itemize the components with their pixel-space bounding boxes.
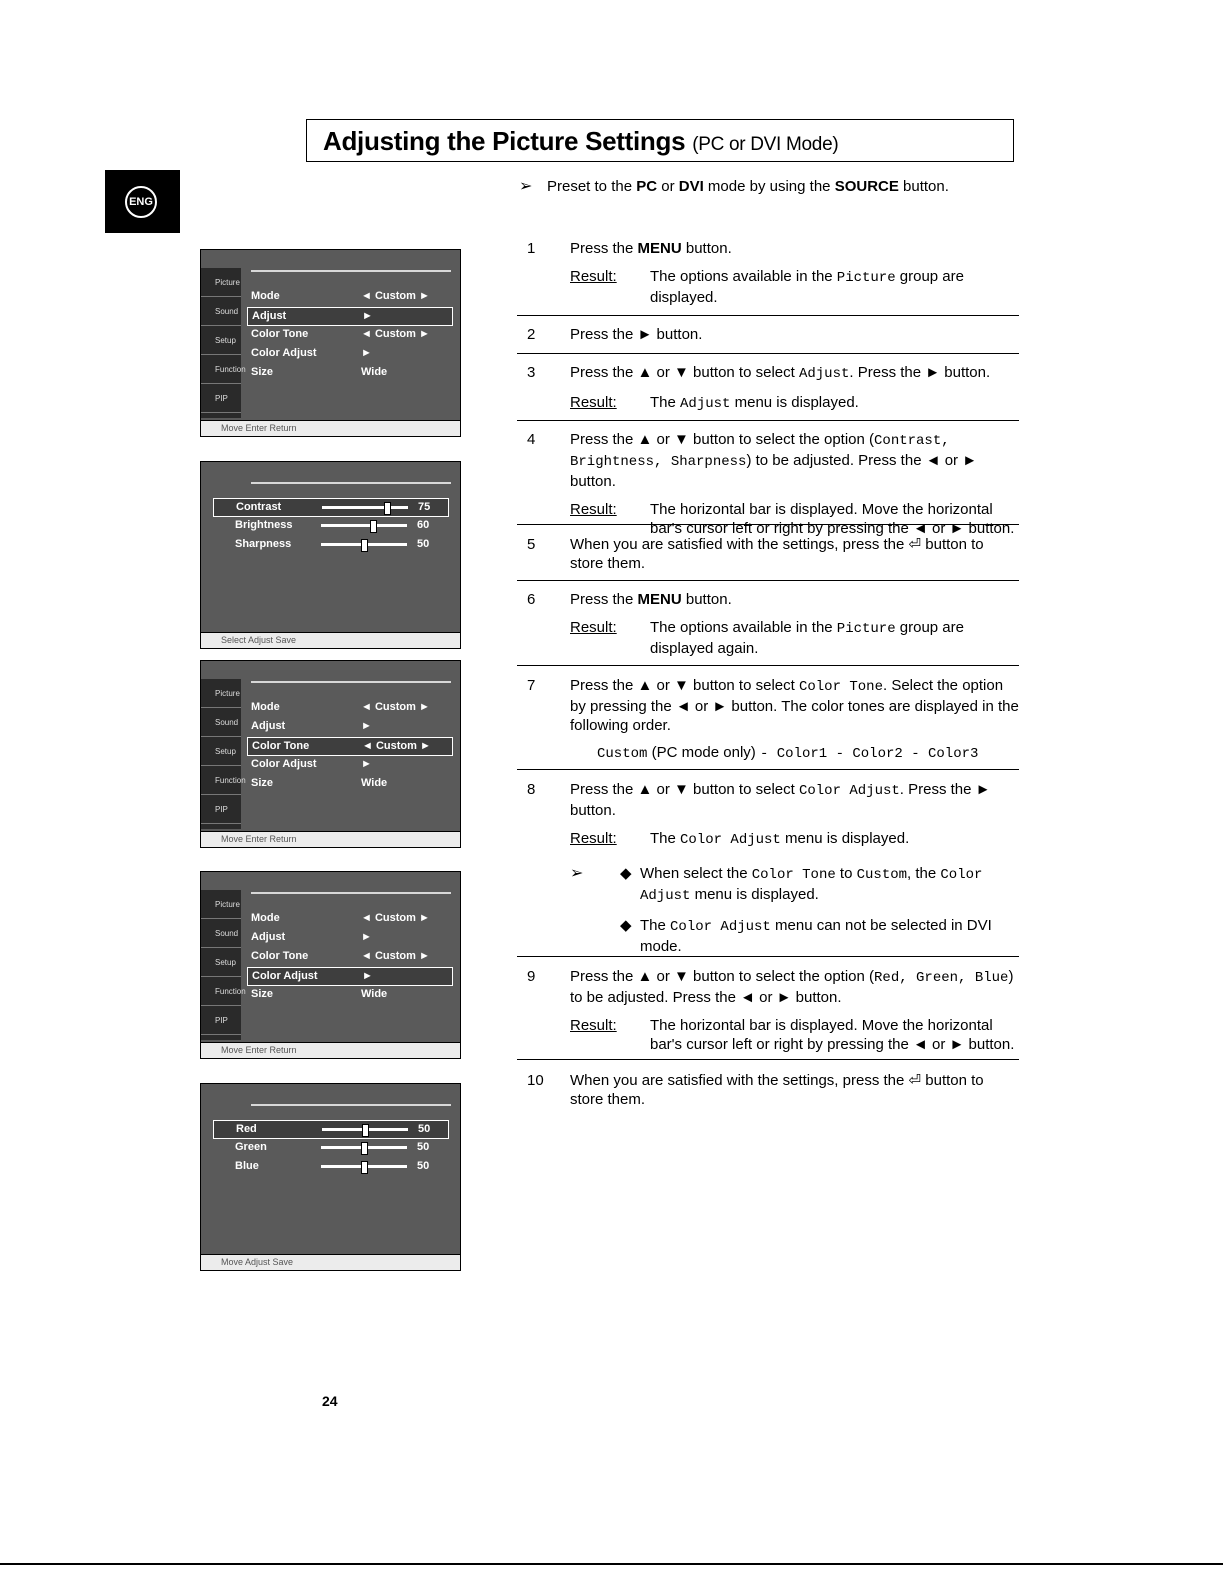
step-text-mono: Contrast, Brightness, Sharpness bbox=[570, 433, 950, 470]
tv-menu-label: Adjust bbox=[252, 310, 287, 322]
tv-help-bar: Move Adjust Save bbox=[201, 1254, 460, 1270]
tv-menu bbox=[247, 699, 453, 794]
result-label: Result: bbox=[570, 619, 617, 636]
step-6 bbox=[527, 590, 1019, 658]
tv-sidebar-item: Picture bbox=[201, 268, 241, 297]
tv-menu-row bbox=[247, 737, 453, 756]
tv-help-bar: Move Enter Return bbox=[201, 831, 460, 847]
tv-slider-label: Green bbox=[235, 1141, 267, 1153]
step-result bbox=[570, 500, 1019, 538]
step-text-mono: Color Tone bbox=[798, 679, 883, 695]
tv-sidebar-item: Function bbox=[201, 766, 241, 795]
diamond-bullet-icon: ◆ bbox=[620, 917, 632, 934]
tv-slider-track bbox=[321, 524, 407, 527]
step-number: 7 bbox=[527, 677, 536, 694]
step-number: 6 bbox=[527, 591, 536, 608]
step-8 bbox=[527, 780, 1019, 966]
step-text-pre: When you are satisfied with the settings, press the bbox=[570, 1072, 909, 1089]
note-mono: Color Adjust bbox=[640, 867, 983, 904]
tv-slider-track bbox=[321, 543, 407, 546]
tv-slider-value: 60 bbox=[417, 519, 430, 531]
tv-slider-track bbox=[321, 1165, 407, 1168]
step-text-mono: Adjust bbox=[798, 366, 850, 382]
step-10 bbox=[527, 1071, 1019, 1109]
tv-menu-value: ◄ Custom ► bbox=[361, 290, 430, 302]
tv-menu-label: Color Tone bbox=[252, 740, 310, 752]
tv-menu-value: ◄ Custom ► bbox=[362, 740, 431, 752]
note-text-pre: The bbox=[640, 917, 671, 934]
result-label: Result: bbox=[570, 501, 617, 518]
step-text bbox=[570, 967, 1019, 1007]
step-text-pre: Press the ▲ or ▼ button to select bbox=[570, 677, 799, 694]
step-text-post: . Press the ► button. bbox=[570, 781, 991, 819]
tv-menu-row bbox=[247, 364, 453, 383]
tv-slider-row bbox=[213, 517, 449, 536]
tv-sidebar-item: Sound bbox=[201, 297, 241, 326]
tv-menu-row bbox=[247, 948, 453, 967]
note-arrow-icon: ➢ bbox=[570, 865, 584, 882]
tv-menu-label: Adjust bbox=[251, 720, 286, 732]
step-1 bbox=[527, 239, 1019, 307]
tv-menu-value: ► bbox=[361, 931, 372, 943]
note-text-mid: , the bbox=[907, 865, 941, 882]
tv-sidebar-item: Function bbox=[201, 355, 241, 384]
step-text-post: button to store them. bbox=[570, 536, 984, 572]
tv-menu-label: Color Adjust bbox=[251, 347, 317, 359]
tv-sidebar-item: PIP bbox=[201, 384, 241, 413]
tv-menu-value: ► bbox=[361, 720, 372, 732]
tv-menu-value: Wide bbox=[361, 988, 388, 1000]
tv-menu-row bbox=[247, 699, 453, 718]
result-text-post: group are displayed. bbox=[650, 268, 964, 306]
tv-slider-knob bbox=[361, 1161, 368, 1174]
note-text-post: menu can not be selected in DVI mode. bbox=[640, 917, 992, 955]
tv-slider-label: Blue bbox=[235, 1160, 259, 1172]
result-text-pre: The bbox=[650, 394, 681, 411]
tv-slider-label: Brightness bbox=[235, 519, 293, 531]
tv-menu-label: Mode bbox=[251, 912, 280, 924]
tv-screen-adjust bbox=[200, 461, 461, 649]
tv-slider-knob bbox=[361, 539, 368, 552]
footer-rule bbox=[0, 1563, 1223, 1565]
step-number: 1 bbox=[527, 240, 536, 257]
step-number: 2 bbox=[527, 326, 536, 343]
tv-menu-value: ◄ Custom ► bbox=[361, 950, 430, 962]
note-text-pre: When select the bbox=[640, 865, 752, 882]
preset-source: SOURCE bbox=[834, 178, 899, 195]
tv-screen-color-tone bbox=[200, 660, 461, 848]
step-text bbox=[570, 780, 1019, 820]
divider bbox=[517, 524, 1019, 525]
step-text-pre: Press the ▲ or ▼ button to select bbox=[570, 781, 799, 798]
tv-menu-value: ► bbox=[361, 758, 372, 770]
divider bbox=[517, 353, 1019, 354]
tv-menu-row bbox=[247, 986, 453, 1005]
tv-slider-row bbox=[213, 1120, 449, 1139]
tv-screen-color-adjust-menu bbox=[200, 871, 461, 1059]
step-result bbox=[570, 618, 1019, 658]
step-text-post: . Press the ► button. bbox=[849, 364, 991, 381]
tv-sidebar-item: Sound bbox=[201, 708, 241, 737]
step-text-pre: Press the bbox=[570, 591, 638, 608]
preset-text-mid: mode by using the bbox=[703, 178, 835, 195]
sequence-custom: Custom bbox=[597, 746, 648, 762]
tv-slider-value: 50 bbox=[418, 1123, 431, 1135]
step-result bbox=[570, 1016, 1019, 1054]
enter-icon: ⏎ bbox=[908, 536, 922, 553]
result-text: The horizontal bar is displayed. Move the horizontal bar's cursor left or right by pressing the ◄ or ► button. bbox=[650, 501, 1015, 537]
color-tone-sequence bbox=[597, 743, 1019, 764]
step-text-post: ) to be adjusted. Press the ◄ or ► button. bbox=[570, 968, 1014, 1006]
note-arrow-icon: ➢ bbox=[519, 178, 533, 195]
tv-slider-knob bbox=[384, 502, 391, 515]
step-number: 3 bbox=[527, 364, 536, 381]
step-text: Press the ► button. bbox=[570, 326, 703, 343]
tv-slider-track bbox=[322, 1128, 408, 1131]
step-text-pre: Press the bbox=[570, 240, 638, 257]
divider bbox=[517, 665, 1019, 666]
language-badge: ENG bbox=[125, 186, 157, 218]
step-result bbox=[570, 393, 1019, 414]
result-label: Result: bbox=[570, 830, 617, 847]
result-text-post: menu is displayed. bbox=[780, 830, 910, 847]
tv-help-bar: Move Enter Return bbox=[201, 420, 460, 436]
tv-menu-row bbox=[247, 288, 453, 307]
tv-menu-row bbox=[247, 345, 453, 364]
page-title-text: Adjusting the Picture Settings bbox=[323, 126, 686, 156]
step-text-pre: Press the ▲ or ▼ button to select the option ( bbox=[570, 968, 875, 985]
tv-menu-label: Size bbox=[251, 988, 274, 1000]
step-notes bbox=[570, 864, 1019, 956]
tv-menu-label: Color Adjust bbox=[251, 758, 317, 770]
tv-slider-track bbox=[321, 1146, 407, 1149]
tv-slider-knob bbox=[370, 520, 377, 533]
step-number: 9 bbox=[527, 968, 536, 985]
step-text-post: button. bbox=[681, 591, 732, 608]
step-text-mono: Red, Green, Blue bbox=[874, 970, 1009, 986]
tv-menu-label: Color Tone bbox=[251, 328, 309, 340]
step-text bbox=[570, 239, 1019, 258]
tv-menu-label: Mode bbox=[251, 701, 280, 713]
tv-slider-label: Sharpness bbox=[235, 538, 292, 550]
step-4 bbox=[527, 430, 1019, 538]
step-text-pre: When you are satisfied with the settings, press the bbox=[570, 536, 909, 553]
tv-sidebar-item: Setup bbox=[201, 737, 241, 766]
tv-sidebar-item: Function bbox=[201, 977, 241, 1006]
tv-slider-knob bbox=[361, 1142, 368, 1155]
preset-text-end: button. bbox=[898, 178, 949, 195]
preset-note bbox=[519, 176, 949, 196]
tv-menu-row bbox=[247, 307, 453, 326]
tv-slider-value: 75 bbox=[418, 501, 431, 513]
step-text-pre: Press the ▲ or ▼ button to select the option ( bbox=[570, 431, 875, 448]
tv-menu-value: Wide bbox=[361, 366, 388, 378]
sequence-pc-only: (PC mode only) bbox=[647, 744, 760, 761]
tv-menu-row bbox=[247, 910, 453, 929]
note-item bbox=[620, 864, 1019, 906]
step-text bbox=[570, 590, 1019, 609]
step-text-post: . Select the option by pressing the ◄ or ► button. The color tones are displayed in the following order. bbox=[570, 677, 1019, 734]
step-5 bbox=[527, 535, 1019, 573]
tv-sidebar bbox=[201, 268, 246, 418]
page-number: 24 bbox=[322, 1393, 338, 1409]
tv-help-bar: Move Enter Return bbox=[201, 1042, 460, 1058]
tv-menu-value: ► bbox=[362, 310, 373, 322]
tv-sidebar-item: PIP bbox=[201, 1006, 241, 1035]
divider bbox=[517, 315, 1019, 316]
divider bbox=[517, 1059, 1019, 1060]
tv-slider-row bbox=[213, 498, 449, 517]
result-text-pre: The bbox=[650, 830, 681, 847]
tv-title-bar bbox=[251, 667, 451, 683]
tv-title-bar bbox=[251, 878, 451, 894]
step-7 bbox=[527, 676, 1019, 764]
tv-sidebar-item: Setup bbox=[201, 948, 241, 977]
step-number: 5 bbox=[527, 536, 536, 553]
tv-menu-value: ► bbox=[362, 970, 373, 982]
tv-menu-label: Color Tone bbox=[251, 950, 309, 962]
tv-slider-menu bbox=[213, 1120, 449, 1177]
tv-menu-value: ◄ Custom ► bbox=[361, 328, 430, 340]
divider bbox=[517, 769, 1019, 770]
title-box bbox=[306, 119, 1014, 162]
tv-slider-label: Red bbox=[236, 1123, 257, 1135]
step-result bbox=[570, 267, 1019, 307]
page-title bbox=[323, 126, 838, 157]
tv-menu-label: Adjust bbox=[251, 931, 286, 943]
result-label: Result: bbox=[570, 268, 617, 285]
tv-slider-value: 50 bbox=[417, 1141, 430, 1153]
result-text-post: group are displayed again. bbox=[650, 619, 964, 657]
result-text-mono: Picture bbox=[836, 621, 896, 637]
step-text-post: ) to be adjusted. Press the ◄ or ► button. bbox=[570, 452, 978, 490]
result-text-pre: The options available in the bbox=[650, 619, 837, 636]
step-result bbox=[570, 829, 1019, 850]
preset-or: or bbox=[657, 178, 679, 195]
result-label: Result: bbox=[570, 394, 617, 411]
preset-dvi: DVI bbox=[678, 178, 704, 195]
tv-slider-menu bbox=[213, 498, 449, 555]
tv-slider-row bbox=[213, 1139, 449, 1158]
tv-menu-row bbox=[247, 775, 453, 794]
note-mono: Color Adjust bbox=[670, 919, 771, 935]
tv-sidebar-item: Sound bbox=[201, 919, 241, 948]
tv-menu-row bbox=[247, 756, 453, 775]
tv-sidebar-item: Picture bbox=[201, 679, 241, 708]
tv-title-bar bbox=[251, 1090, 451, 1106]
step-9 bbox=[527, 967, 1019, 1054]
tv-slider-label: Contrast bbox=[236, 501, 282, 513]
step-text-post: button to store them. bbox=[570, 1072, 984, 1108]
tv-slider-track bbox=[322, 506, 408, 509]
tv-menu-value: ◄ Custom ► bbox=[361, 912, 430, 924]
divider bbox=[517, 956, 1019, 957]
tv-slider-knob bbox=[362, 1124, 369, 1137]
step-text-mono: Color Adjust bbox=[798, 783, 900, 799]
tv-menu-label: Size bbox=[251, 777, 274, 789]
tv-menu-row bbox=[247, 967, 453, 986]
language-tab bbox=[105, 170, 180, 233]
tv-menu bbox=[247, 910, 453, 1005]
tv-title-bar bbox=[251, 256, 451, 272]
tv-screen-picture-menu bbox=[200, 249, 461, 437]
tv-menu-label: Color Adjust bbox=[252, 970, 318, 982]
tv-sidebar bbox=[201, 890, 246, 1040]
tv-slider-row bbox=[213, 1158, 449, 1177]
tv-slider-row bbox=[213, 536, 449, 555]
divider bbox=[517, 420, 1019, 421]
divider bbox=[517, 580, 1019, 581]
tv-screen-color-adjust bbox=[200, 1083, 461, 1271]
tv-slider-value: 50 bbox=[417, 1160, 430, 1172]
result-text-mono: Color Adjust bbox=[680, 832, 781, 848]
step-text-post: button. bbox=[681, 240, 732, 257]
tv-menu-value: ◄ Custom ► bbox=[361, 701, 430, 713]
tv-menu-value: Wide bbox=[361, 777, 388, 789]
tv-menu bbox=[247, 288, 453, 383]
step-text-bold: MENU bbox=[637, 240, 682, 257]
note-text-post: menu is displayed. bbox=[690, 886, 819, 903]
tv-sidebar-item: Setup bbox=[201, 326, 241, 355]
result-text-pre: The options available in the bbox=[650, 268, 837, 285]
preset-text: Preset to the bbox=[547, 178, 637, 195]
result-text-mono: Picture bbox=[836, 270, 896, 286]
tv-sidebar-item: PIP bbox=[201, 795, 241, 824]
tv-menu-label: Mode bbox=[251, 290, 280, 302]
diamond-bullet-icon: ◆ bbox=[620, 865, 632, 882]
tv-menu-row bbox=[247, 326, 453, 345]
note-item bbox=[620, 916, 1019, 956]
step-2 bbox=[527, 325, 1019, 344]
note-text-mid: to bbox=[835, 865, 857, 882]
tv-sidebar bbox=[201, 679, 246, 829]
step-text-bold: MENU bbox=[637, 591, 682, 608]
result-text: The horizontal bar is displayed. Move the horizontal bar's cursor left or right by pressing the ◄ or ► button. bbox=[650, 1017, 1015, 1053]
result-text-post: menu is displayed. bbox=[730, 394, 859, 411]
tv-menu-row bbox=[247, 718, 453, 737]
step-text bbox=[570, 676, 1019, 735]
step-text bbox=[570, 363, 1019, 384]
tv-help-bar: Select Adjust Save bbox=[201, 632, 460, 648]
tv-slider-value: 50 bbox=[417, 538, 430, 550]
result-text-mono: Adjust bbox=[680, 396, 731, 412]
tv-title-bar bbox=[251, 468, 451, 484]
step-number: 10 bbox=[527, 1072, 544, 1089]
result-label: Result: bbox=[570, 1017, 617, 1034]
step-text-pre: Press the ▲ or ▼ button to select bbox=[570, 364, 799, 381]
step-number: 4 bbox=[527, 431, 536, 448]
tv-menu-label: Size bbox=[251, 366, 274, 378]
tv-menu-value: ► bbox=[361, 347, 372, 359]
preset-pc: PC bbox=[636, 178, 658, 195]
step-text bbox=[570, 430, 1019, 491]
note-mono: Color Tone bbox=[751, 867, 836, 883]
step-number: 8 bbox=[527, 781, 536, 798]
enter-icon: ⏎ bbox=[908, 1072, 922, 1089]
page-subtitle: (PC or DVI Mode) bbox=[692, 134, 839, 155]
tv-sidebar-item: Picture bbox=[201, 890, 241, 919]
tv-menu-row bbox=[247, 929, 453, 948]
sequence-rest: - Color1 - Color2 - Color3 bbox=[759, 746, 979, 762]
note-mono: Custom bbox=[856, 867, 908, 883]
step-3 bbox=[527, 363, 1019, 414]
